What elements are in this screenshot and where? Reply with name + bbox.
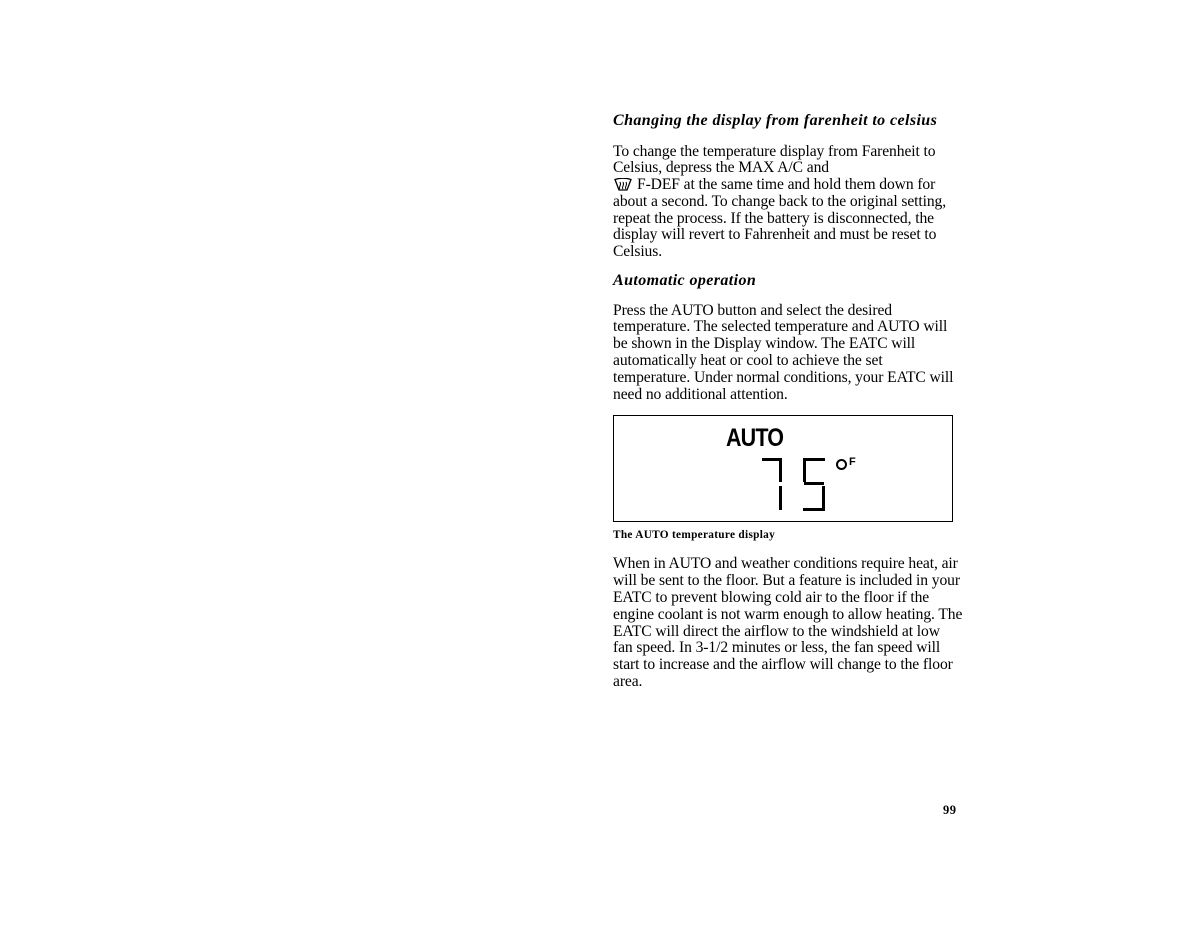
digit-five — [803, 458, 825, 511]
paragraph-part-2: F-DEF at the same time and hold them down for about a second. To change back to the original setting, repeat the process. If the battery is disconnected, the display will revert to Fahrenheit and must be reset to Celsius. — [613, 176, 947, 261]
text-column — [613, 113, 963, 691]
auto-temperature-display-figure — [613, 415, 953, 522]
paragraph-heat-feature: When in AUTO and weather conditions require heat, air will be sent to the floor. But a feature is included in your EATC to prevent blowing cold air to the floor if the engine coolant is not warm enough to allow heating. The EATC will direct the airflow to the windshield at low fan speed. In 3-1/2 minutes or less, the fan speed will start to increase and the airflow will change to the floor area. — [613, 555, 963, 690]
degree-symbol — [836, 459, 847, 470]
front-defrost-icon — [613, 178, 633, 191]
paragraph-change-display — [613, 144, 963, 262]
section-heading-automatic: Automatic operation — [613, 272, 757, 290]
display-mode-label: AUTO — [726, 424, 784, 453]
figure-caption: The AUTO temperature display — [613, 529, 776, 542]
section-heading-celsius: Changing the display from farenheit to celsius — [613, 112, 938, 129]
page-number: 99 — [943, 803, 957, 817]
temperature-unit: F — [849, 456, 856, 469]
temperature-digits — [754, 454, 834, 516]
temperature-value: 75 — [754, 464, 755, 466]
paragraph-auto-button: Press the AUTO button and select the desired temperature. The selected temperature and AUTO will be shown in the Display window. The EATC will automatically heat or cool to achieve the set temperature. Under normal conditions, your EATC will need no additional attention. — [613, 301, 954, 403]
digit-seven — [762, 458, 782, 510]
paragraph-part-1: To change the temperature display from Farenheit to Celsius, depress the MAX A/C and — [613, 142, 936, 177]
